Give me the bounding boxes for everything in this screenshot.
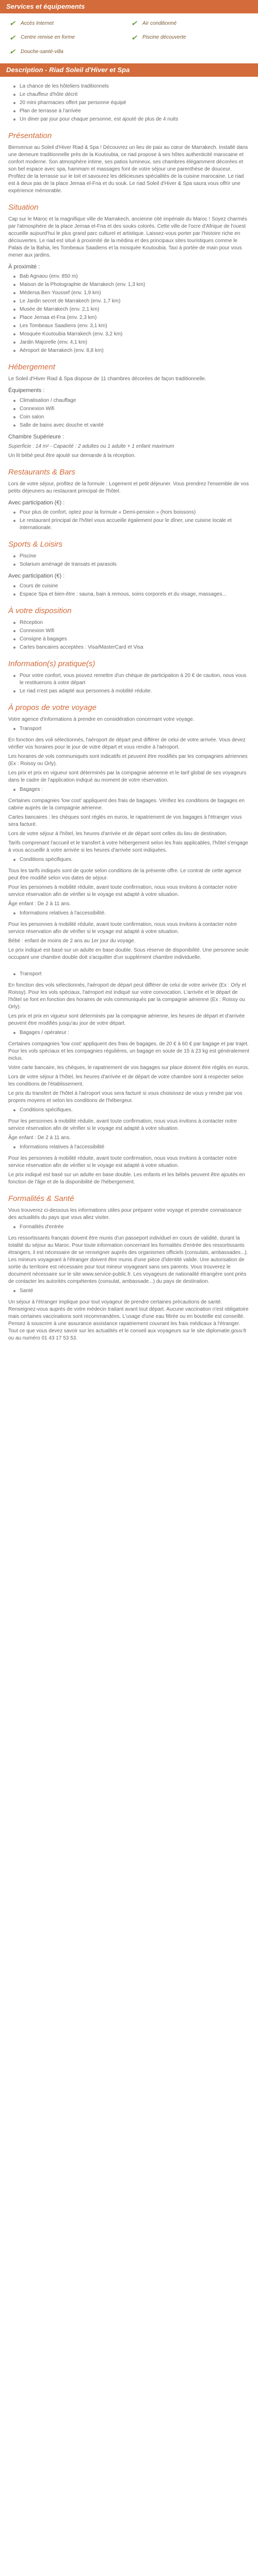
apropos-text: Pour les personnes à mobilité réduite, avant toute confirmation, nous vous invitons à contacter notre service réservation afin de vérifier si le voyage est adapté à votre situation. — [8, 884, 237, 897]
proximite-heading: À proximité : — [8, 263, 40, 270]
sports-avec-heading: Avec participation (€) : — [8, 573, 65, 580]
chambre-heading: Chambre Supérieure : — [8, 433, 64, 440]
amenity-fitness: ✔ Centre remise en forme — [7, 33, 129, 43]
apropos-text: Les horaires de vols communiqués sont indicatifs et peuvent être modifiés par les compagnies aériennes (Ex : Roissy ou Orly). — [8, 753, 248, 767]
list-item: Maison de la Photographie de Marrakech (env. 1,3 km) — [20, 281, 250, 289]
check-icon: ✔ — [9, 33, 15, 42]
check-icon: ✔ — [9, 47, 15, 56]
presentation-text: Bienvenue au Soleil d'Hiver Riad & Spa ! Découvrez un lieu de paix au cœur de Marrakech. Installé dans une demeure traditionnelle près de la Koutoubia, ce riad propose à ses hôtes authenticité marocaine et confort moderne. Son atmosphère intime, ses patios lumineux, ses chambres élégamment décorées et son bel espace avec spa, hammam et massages font de votre séjour une parenthèse de douceur. Profitez de la terrasse sur le toit et savourez les délicieuses spécialités de la cuisine marocaine. Le riad est à deux pas de la place Jemaa el-Fna et du souk. Le riad Soleil d'Hiver & Spa saura vous offrir une expérience mémorable. — [8, 144, 248, 194]
apropos-text: Certaines compagnies 'low cost' appliquent des frais de bagages. Vérifiez les conditions de bagages en cabine auprès de la compagnie aérienne. — [8, 798, 245, 811]
votre-disposition-heading: À votre disposition — [8, 606, 72, 615]
amenity-aircon: ✔ Air conditionné — [129, 19, 251, 29]
amenities-grid — [0, 13, 258, 60]
restaurants-avec-list — [8, 509, 250, 532]
list-item: Consigne à bagages — [20, 636, 250, 643]
check-icon: ✔ — [131, 19, 137, 27]
equipements-list — [8, 397, 250, 429]
apropos-text: Tarifs comprenant l'accueil et le transfert à votre hébergement selon les frais applicables, l'hôtel s'engage à vous accueillir à votre arrivée si les heures d'arrivée sont indiquées. — [8, 840, 248, 853]
apropos-text: En fonction des vols sélectionnés, l'aéroport de départ peut différer de celui de votre arrivée (Ex : Orly et Roissy). Pour les vols spéciaux, l'aéroport est indiqué sur votre convocation. L'arrivée et le départ de l'hôtel se font en fonction des horaires de vols communiqués par la compagnie aérienne (Ex : Roissy ou Orly). — [8, 982, 246, 1010]
list-item: Le riad n'est pas adapté aux personnes à mobilité réduite. — [20, 688, 250, 695]
apropos-transport — [8, 725, 250, 733]
list-item: Coin salon — [20, 414, 250, 421]
apropos-text: En fonction des voli sélectionnés, l'aéroport de départ peut différer de celui de votre arrivée. Vous devez vérifier vos horaires pour le jour de votre départ et vous rendre à l'aéroport. — [8, 737, 246, 750]
apropos-text: Votre carte bancaire, les chèques, le rapatriement de vos bagages sur place doivent être réglés en euros. — [8, 1064, 249, 1071]
list-item: Connexion Wifi — [20, 405, 250, 413]
list-item: Le restaurant principal de l'hôtel vous accueille également pour le dîner, une cuisine locale et internationale. — [20, 517, 250, 532]
list-item: Le chauffeur d'hôte décrit — [20, 91, 250, 98]
list-item: Formalités d'entrée — [20, 1224, 250, 1231]
restaurants-intro: Lors de votre séjour, profitez de la formule : Logement et petit déjeuner. Vous prendrez l'ensemble de vos petits déjeuners au restaurant principal de l'hôtel. — [8, 481, 249, 494]
chambre-text: Superficie : 14 m² - Capacité : 2 adultes ou 1 adulte + 1 enfant maximum — [8, 443, 174, 449]
list-item: Musée de Marrakech (env. 2,1 km) — [20, 306, 250, 313]
formalites-text: Un séjour à l'étranger implique pour tout voyageur de prendre certaines précautions de santé. Renseignez-vous auprès de votre médecin traitant avant tout départ. Aucune vaccination n'est obligatoire mais certaines vaccinations sont recommandées. L'usage d'une eau filtrée ou en bouteille est conseillé. Pensez à souscrire à une assurance assistance rapatriement couvrant les frais médicaux à l'étranger. Tout ce que vous devez savoir sur les actualités et le conseil aux voyageurs sur le site diplomatie.gouv.fr ou au numéro 01 43 17 53 53. — [8, 1299, 249, 1341]
information-heading: Information(s) pratique(s) — [8, 659, 95, 668]
amenity-pool: ✔ Piscine découverte — [129, 33, 251, 43]
restaurants-avec-heading: Avec participation (€) : — [8, 499, 65, 506]
apropos-text: Lors de votre séjour à l'hôtel, les heures d'arrivée et de départ sont celles du lieu de destination. — [8, 831, 228, 837]
list-item: Pour plus de confort, optez pour la formule « Demi-pension » (hors boissons) — [20, 509, 250, 516]
apropos-text: Cartes bancaires : les chèques sont réglés en euros, le rapatriement de vos bagages à l'étranger vous sera facturé. — [8, 814, 242, 827]
check-icon: ✔ — [9, 19, 15, 27]
list-item: 20 mini pharmacies offert par personne équipé — [20, 99, 250, 107]
presentation-heading: Présentation — [8, 131, 52, 140]
amenity-internet: ✔ Accès Internet — [7, 19, 129, 29]
list-item: Réception — [20, 619, 250, 626]
information-list — [8, 672, 250, 695]
list-item: Connexion Wifi — [20, 628, 250, 635]
list-item: Piscine — [20, 553, 250, 560]
list-item: Les Tombeaux Saadiens (env. 3,1 km) — [20, 323, 250, 330]
formalites-text: Les ressortissants français doivent être munis d'un passeport individuel en cours de validité, durant la totalité du séjour au Maroc. Pour toute information concernant les formalités d'entrée des ressortissants étrangers, il est nécessaire de se renseigner auprès des organismes officiels (consulats, ambassades...). Les mineurs voyageant à l'étranger doivent être munis d'une pièce d'identité valide. Une autorisation de sortie du territoire est nécessaire pour tout mineur voyageant sans ses parents. Vous trouverez le document nécessaire sur le site www.service-public.fr. Les voyageurs de nationalité étrangère sont priés de contacter les autorités compétentes (consulat, ambassade...) du pays de destination. — [8, 1235, 248, 1284]
proximite-list — [8, 273, 250, 354]
apropos-text: Le prix indiqué est basé sur un adulte en base double. Sous réserve de disponibilité. Une personne seule occupant une chambre double doit s'acquitter d'un supplément chambre individuelle. — [8, 947, 249, 960]
formalites-intro: Vous trouverez ci-dessous les informations utiles pour préparer votre voyage et prendre connaissance des actualités du pays que vous allez visiter. — [8, 1207, 241, 1221]
services-banner: Services et équipements — [0, 0, 258, 13]
apropos-text: Certaines compagnies 'low cost' appliquent des frais de bagages, de 20 € à 60 € par bagage et par trajet. Pour les vols spéciaux et les compagnies régulières, un bagage en soute de 15 à 23 kg est généralement inclus. — [8, 1041, 249, 1061]
list-item: Pour votre confort, vous pouvez remettre d'un chèque de participation à 20 € de caution, nous vous le restituerons à votre départ — [20, 672, 250, 687]
list-item: Bab Agnaou (env. 850 m) — [20, 273, 250, 280]
list-item: Plan de terrasse à l'arrivée — [20, 108, 250, 115]
apropos-heading: À propos de votre voyage — [8, 703, 96, 712]
apropos-text: Pour les personnes à mobilité réduite, avant toute confirmation, nous vous invitons à contacter notre service réservation afin de vérifier si le voyage est adapté à votre situation. — [8, 1155, 237, 1168]
list-item: Climatisation / chauffage — [20, 397, 250, 404]
votre-disposition-list — [8, 619, 250, 651]
list-item: Mosquée Koutoubia Marrakech (env. 3,2 km) — [20, 331, 250, 338]
list-item: Conditions spécifiques. — [20, 1107, 250, 1114]
list-item: La chance de les hôteliers traditionnels — [20, 83, 250, 90]
apropos-text: Le prix indiqué est basé sur un adulte en base double. Les enfants et les bébés peuvent être ajoutés en fonction de l'âge et de la disponibilité de l'hébergement. — [8, 1172, 245, 1185]
apropos-text: Lors de votre séjour à l'hôtel, les heures d'arrivée et de départ de votre chambre sont à respecter selon les conditions de l'établissement. — [8, 1074, 244, 1087]
list-item: Transport — [20, 725, 250, 733]
list-item: Espace Spa et bien-être : sauna, bain à remous, soins corporels et du visage, massages... — [20, 591, 250, 598]
apropos-text: Âge enfant : De 2 à 11 ans. — [8, 1134, 71, 1141]
hebergement-intro: Le Soleil d'Hiver Riad & Spa dispose de 11 chambres décorées de façon traditionnelle. — [8, 376, 206, 382]
apropos-text: Pour les personnes à mobilité réduite, avant toute confirmation, nous vous invitons à contacter notre service réservation afin de vérifier si le voyage est adapté à votre situation. — [8, 1118, 237, 1131]
main-content — [0, 77, 258, 1342]
apropos-text: Les prix et prix en vigueur sont déterminés par la compagnie aérienne, les heures de départ et d'arrivée peuvent être modifiés jusqu'au jour de votre départ. — [8, 1013, 245, 1026]
sports-list — [8, 553, 250, 568]
list-item: Salle de bains avec douche et vanité — [20, 422, 250, 429]
apropos-text: Les prix et prix en vigueur sont déterminés par la compagnie aérienne et le tarif global de ses voyageurs dans le cadre de l'application indiqué au moment de votre réservation. — [8, 770, 247, 783]
list-item: Cours de cuisine — [20, 583, 250, 590]
sports-heading: Sports & Loisirs — [8, 540, 63, 549]
apropos-text: Bébé : enfant de moins de 2 ans au 1er jour du voyage. — [8, 938, 136, 944]
sports-avec-list — [8, 583, 250, 598]
list-item: Bagages / opérateur : — [20, 1029, 250, 1037]
hebergement-heading: Hébergement — [8, 363, 55, 372]
list-item: Conditions spécifiques. — [20, 856, 250, 863]
formalites-heading: Formalités & Santé — [8, 1194, 74, 1203]
list-item: Un diner par jour pour chaque personne, est ajouté de plus de 4 nuits — [20, 116, 250, 123]
amenity-shower: ✔ Douche-santé-villa — [7, 47, 129, 57]
list-item: Cartes bancaires acceptées : Visa/MasterCard et Visa — [20, 644, 250, 651]
apropos-text: Pour les personnes à mobilité réduite, avant toute confirmation, nous vous invitons à contacter notre service réservation afin de vérifier si le voyage est adapté à votre situation. — [8, 921, 237, 935]
description-banner: Description - Riad Soleil d'Hiver et Spa — [0, 63, 258, 77]
list-item: Bagages : — [20, 786, 250, 793]
list-item: Informations relatives à l'accessibilité. — [20, 910, 250, 917]
situation-text: Cap sur le Maroc et la magnifique ville de Marrakech, ancienne cité impériale du Maroc ! Soyez charmés par l'atmosphère de la place Jemaa el-Fna et des souks colorés. Cette ville de l'ocre d'Afrique de l'ouest accueille aujourd'hui le plus grand parc culturel et artistique. Laissez-vous porter par l'histoire riche en découvertes. Le riad est situé à proximité de la médina et des principaux sites touristiques comme le Palais de la Bahia, les Tombeaux Saadiens et la mosquée Koutoubia. Taxi à portée de main pour vous mener aux jardins. — [8, 216, 247, 258]
list-item: Informations relatives à l'accessibilité — [20, 1144, 250, 1151]
list-item: Santé — [20, 1287, 250, 1295]
description-bullets — [8, 83, 250, 123]
restaurants-heading: Restaurants & Bars — [8, 467, 76, 477]
list-item: Solarium aménagé de transats et parasols — [20, 561, 250, 568]
apropos-text: Votre agence d'informations à prendre en considération concernant votre voyage. — [8, 716, 195, 722]
apropos-text: Âge enfant : De 2 à 11 ans. — [8, 901, 71, 907]
apropos-text: Le prix du transfert de l'hôtel à l'aéroport vous sera facturé si vous choisissez de vous y rendre par vos propres moyens et selon les conditions de l'hébergeur. — [8, 1090, 243, 1104]
list-item: Jardin Majorelle (env. 4,1 km) — [20, 339, 250, 346]
list-item: Médersa Ben Youssef (env. 1,9 km) — [20, 290, 250, 297]
list-item: Transport — [20, 971, 250, 978]
chambre-note: Un lit bébé peut être ajouté sur demande à la réception. — [8, 452, 136, 459]
situation-heading: Situation — [8, 202, 39, 212]
equipements-heading: Équipements : — [8, 387, 45, 394]
check-icon: ✔ — [131, 33, 137, 42]
apropos-text: Tous les tarifs indiqués sont de quote selon conditions de la présente offre. Le contrat de cette agence peut être modifié selon vos dates de séjour. — [8, 868, 241, 881]
list-item: Le Jardin secret de Marrakech (env. 1,7 km) — [20, 298, 250, 305]
list-item: Place Jemaa el-Fna (env. 2,3 km) — [20, 314, 250, 321]
list-item: Aéroport de Marrakech (env. 8,8 km) — [20, 347, 250, 354]
